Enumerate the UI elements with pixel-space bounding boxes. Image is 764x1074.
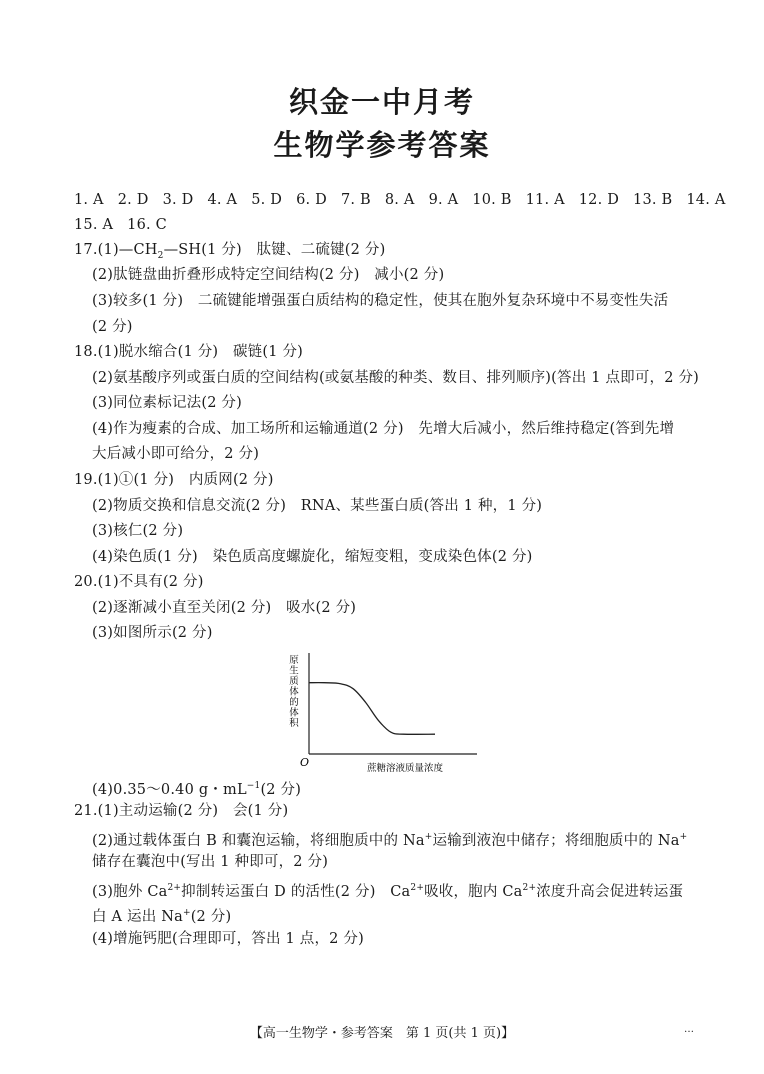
q21-text: (3)胞外 Ca	[92, 883, 168, 900]
q17-text: —SH(1 分) 肽键、二硫键(2 分)	[163, 242, 386, 258]
q18-line-2: (2)氨基酸序列或蛋白质的空间结构(或氨基酸的种类、数目、排列顺序)(答出 1 点即可，2 分)	[92, 370, 700, 386]
mcq-answer: 6. D	[296, 192, 327, 208]
q21-line-6: (4)增施钙肥(合理即可，答出 1 点，2 分)	[92, 931, 364, 947]
q21-superscript: 2+	[522, 883, 537, 893]
q21-superscript: 2+	[410, 883, 425, 893]
y-axis-label-char: 积	[289, 718, 299, 729]
q20-line-3: (3)如图所示(2 分)	[92, 625, 213, 641]
q20-line-4	[92, 776, 301, 800]
q21-line-3: 储存在囊泡中(写出 1 种即可，2 分)	[92, 854, 329, 870]
q20-line-2: (2)逐渐减小直至关闭(2 分) 吸水(2 分)	[92, 600, 357, 616]
mcq-answer: 11. A	[525, 192, 565, 208]
mcq-answer: 3. D	[162, 192, 194, 208]
q21-line-2	[92, 827, 687, 851]
volume-curve	[309, 683, 435, 735]
q17-text: 17.(1)—CH	[74, 242, 158, 258]
q21-superscript: 2+	[167, 883, 182, 893]
y-axis-label-char: 质	[289, 676, 299, 687]
q20-text: (2 分)	[260, 781, 302, 798]
q20-superscript: −1	[246, 781, 261, 791]
answer-key-title: 生物学参考答案	[273, 128, 491, 162]
mcq-answer: 5. D	[251, 192, 283, 208]
exam-title: 织金一中月考	[288, 85, 475, 119]
q21-line-4	[92, 878, 683, 902]
q21-text: (2 分)	[190, 908, 232, 925]
mcq-answer: 7. B	[340, 192, 371, 208]
q18-line-4: (4)作为瘦素的合成、加工场所和运输通道(2 分) 先增大后减小，然后维持稳定(答到先增	[92, 421, 675, 437]
y-axis-label	[289, 655, 299, 729]
y-axis-label-char: 生	[289, 665, 299, 677]
q21-line-1: 21.(1)主动运输(2 分) 会(1 分)	[74, 803, 289, 819]
mcq-answer: 15. A	[74, 217, 114, 233]
page-footer: 【高一生物学・参考答案 第 1 页(共 1 页)】	[249, 1026, 515, 1041]
mcq-answer: 8. A	[384, 192, 415, 208]
q19-line-2: (2)物质交换和信息交流(2 分) RNA、某些蛋白质(答出 1 种，1 分)	[92, 498, 543, 514]
mcq-answer: 1. A	[74, 192, 104, 208]
mcq-answer: 10. B	[472, 192, 512, 208]
q20-text: (4)0.35～0.40 g・mL	[92, 781, 247, 798]
q17-line-2: (2)肽链盘曲折叠形成特定空间结构(2 分) 减小(2 分)	[92, 267, 445, 283]
q19-line-1: 19.(1)①(1 分) 内质网(2 分)	[74, 472, 274, 488]
q21-text: 吸收，胞内 Ca	[424, 883, 523, 900]
q21-superscript: +	[679, 832, 688, 842]
y-axis-label-char: 原	[289, 655, 299, 666]
q17-line-3: (3)较多(1 分) 二硫键能增强蛋白质结构的稳定性，使其在胞外复杂环境中不易变性失活	[92, 293, 669, 309]
q21-superscript: +	[424, 832, 433, 842]
mcq-answer: 14. A	[686, 192, 726, 208]
x-axis-label: 蔗糖溶液质量浓度	[367, 763, 444, 774]
origin-label: O	[300, 756, 310, 769]
mcq-answer: 9. A	[428, 192, 459, 208]
mcq-answer: 12. D	[578, 192, 620, 208]
q21-line-5	[92, 903, 231, 927]
q21-text: 抑制转运蛋白 D 的活性(2 分) Ca	[181, 883, 411, 900]
mcq-answer: 13. B	[633, 192, 673, 208]
mcq-answer: 2. D	[117, 192, 149, 208]
q19-line-3: (3)核仁(2 分)	[92, 523, 184, 539]
q17-line-4: (2 分)	[92, 319, 133, 335]
protoplast-volume-chart	[285, 650, 485, 775]
q17-subscript: 2	[157, 250, 164, 261]
q21-text: 运输到液泡中储存；将细胞质中的 Na	[432, 832, 680, 849]
q21-superscript: +	[182, 908, 191, 918]
q18-line-3: (3)同位素标记法(2 分)	[92, 395, 242, 411]
mcq-answer: 4. A	[207, 192, 238, 208]
mcq-answer: 16. C	[127, 217, 167, 233]
q18-line-1: 18.(1)脱水缩合(1 分) 碳链(1 分)	[74, 344, 303, 360]
q21-text: 浓度升高会促进转运蛋	[536, 883, 684, 900]
q19-line-4: (4)染色质(1 分) 染色质高度螺旋化，缩短变粗，变成染色体(2 分)	[92, 549, 533, 565]
y-axis-label-char: 体	[289, 686, 299, 698]
corner-mark: …	[684, 1024, 694, 1035]
y-axis-label-char: 体	[289, 707, 299, 719]
q21-text: 白 A 运出 Na	[92, 908, 183, 925]
y-axis-label-char: 的	[289, 697, 299, 708]
q20-line-1: 20.(1)不具有(2 分)	[74, 574, 204, 590]
mcq-answers-row-2	[74, 215, 181, 235]
q17-line-1	[74, 240, 385, 266]
q18-line-5: 大后减小即可给分，2 分)	[92, 446, 260, 462]
mcq-answers-row-1	[74, 190, 740, 210]
q21-text: (2)通过载体蛋白 B 和囊泡运输，将细胞质中的 Na	[92, 832, 425, 849]
